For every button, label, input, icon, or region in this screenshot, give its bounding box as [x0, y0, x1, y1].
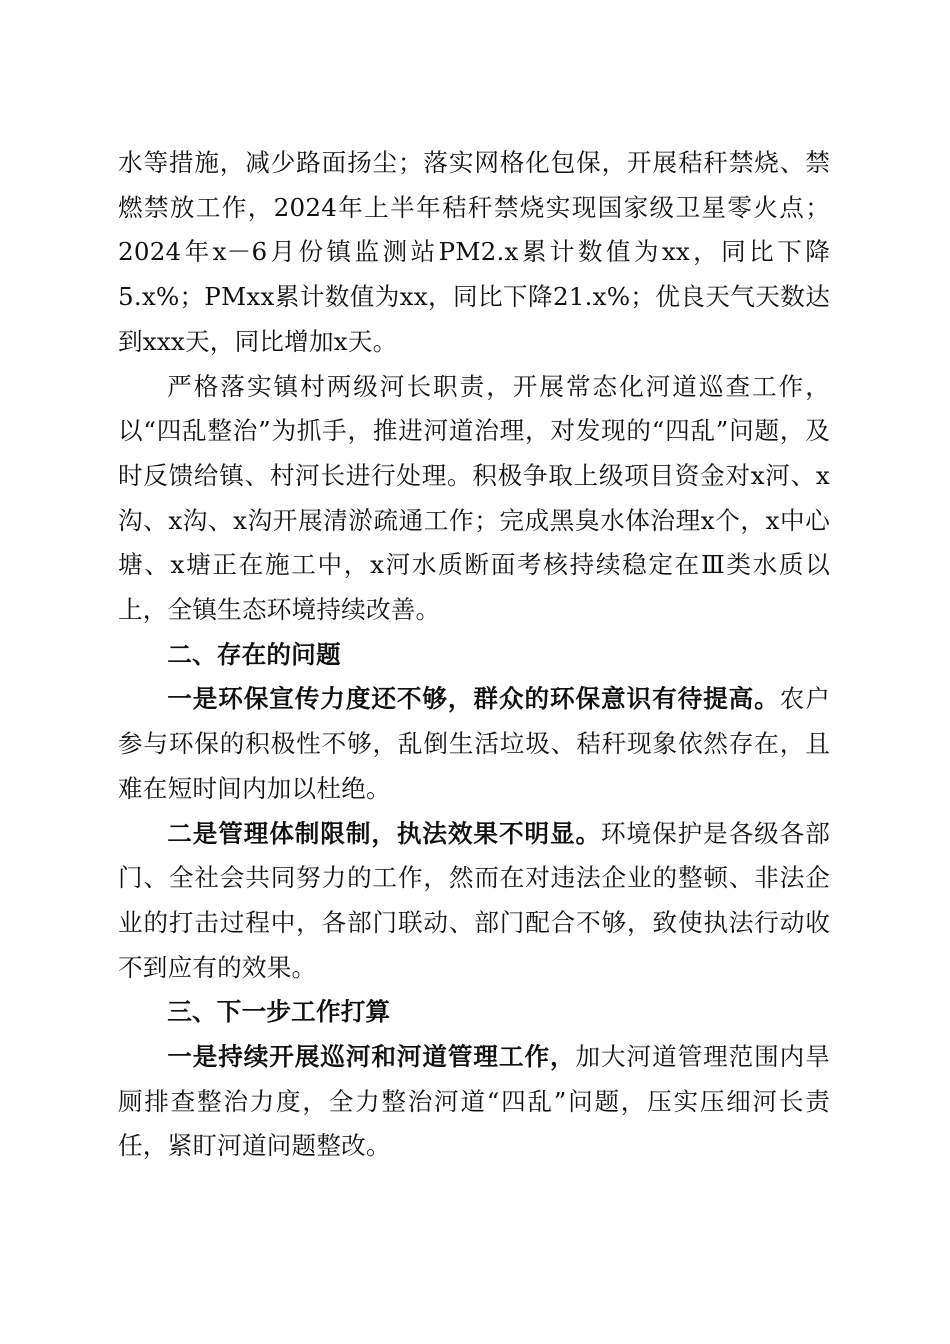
paragraph-plan-1	[118, 1035, 830, 1169]
problem-1-lead: 一是环保宣传力度还不够，群众的环保意识有待提高。	[167, 684, 780, 714]
paragraph-river-governance: 严格落实镇村两级河长职责，开展常态化河道巡查工作，以“四乱整治”为抓手，推进河道治理，对发现的“四乱”问题，及时反馈给镇、村河长进行处理。积极争取上级项目资金对x河、x沟、x沟、x沟开展清淤疏通工作；完成黑臭水体治理x个，x中心塘、x塘正在施工中，x河水质断面考核持续稳定在Ⅲ类水质以上，全镇生态环境持续改善。	[118, 371, 830, 625]
paragraph-problem-2	[118, 812, 830, 991]
plan-1-lead: 一是持续开展巡河和河道管理工作，	[167, 1042, 576, 1072]
paragraph-problem-1	[118, 677, 830, 811]
problem-2-text: 环境保护是各级各部门、全社会共同努力的工作，然而在对违法企业的整顿、非法企业的打击过程中，各部门联动、部门配合不够，致使执法行动收不到应有的效果。	[118, 818, 830, 982]
plan-1-text: 加大河道管理范围内旱厕排查整治力度，全力整治河道“四乱”问题，压实压细河长责任，紧盯河道问题整改。	[118, 1042, 830, 1161]
section-heading-problems: 二、存在的问题	[167, 639, 341, 669]
document-body	[118, 141, 830, 1169]
section-heading-next-steps: 三、下一步工作打算	[167, 997, 391, 1027]
paragraph-air-quality: 水等措施，减少路面扬尘；落实网格化包保，开展秸秆禁烧、禁燃禁放工作，2024年上半年秸秆禁烧实现国家级卫星零火点；2024年x－6月份镇监测站PM2.x累计数值为xx，同比下降5.x%；PMxx累计数值为xx，同比下降21.x%；优良天气天数达到xxx天，同比增加x天。	[118, 148, 830, 356]
problem-2-lead: 二是管理体制限制，执法效果不明显。	[167, 818, 602, 848]
problem-1-text: 农户参与环保的积极性不够，乱倒生活垃圾、秸秆现象依然存在，且难在短时间内加以杜绝。	[118, 684, 830, 803]
